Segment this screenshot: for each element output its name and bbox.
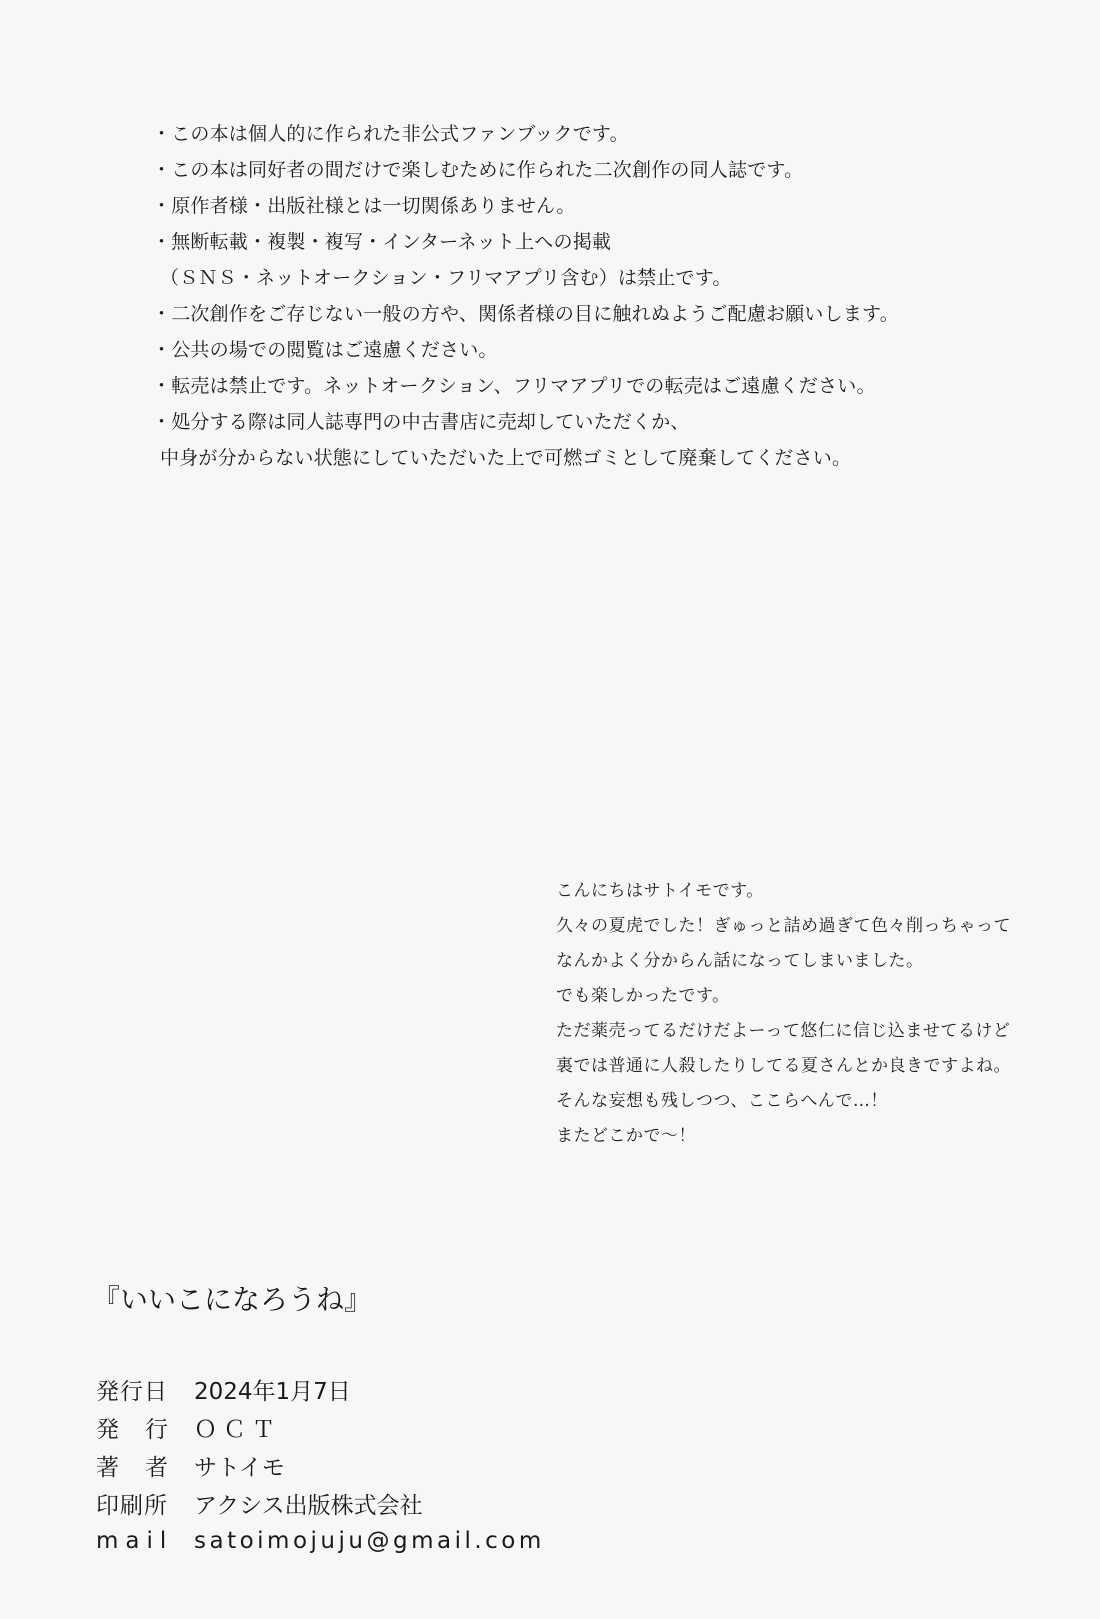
colophon-author-row xyxy=(96,1446,696,1484)
notice-line: ・この本は同好者の間だけで楽しむために作られた二次創作の同人誌です。 xyxy=(152,159,804,181)
afterword-line: こんにちはサトイモです。 xyxy=(556,881,764,901)
author-label: 著者 xyxy=(96,1454,194,1481)
publisher-value: ＯＣＴ xyxy=(194,1416,281,1443)
printer-label: 印刷所 xyxy=(96,1492,168,1519)
author-value: サトイモ xyxy=(194,1454,285,1481)
afterword-line: またどこかで～！ xyxy=(556,1126,696,1146)
afterword-line: でも楽しかったです。 xyxy=(556,986,730,1006)
afterword-line: ただ薬売ってるだけだよーって悠仁に信じ込ませてるけど xyxy=(556,1021,1011,1041)
notice-line: ・無断転載・複製・複写・インターネット上への掲載 xyxy=(152,231,612,253)
colophon-publisher-row xyxy=(96,1408,696,1446)
notice-line: ・公共の場での閲覧はご遠慮ください。 xyxy=(152,339,498,361)
notice-line: ・転売は禁止です。ネットオークション、フリマアプリでの転売はご遠慮ください。 xyxy=(152,375,876,397)
colophon-date-row xyxy=(96,1370,696,1408)
notice-list xyxy=(152,116,1012,476)
notice-line: ・原作者様・出版社様とは一切関係ありません。 xyxy=(152,195,576,217)
afterword-line: 裏では普通に人殺したりしてる夏さんとか良きですよね。 xyxy=(556,1056,1011,1076)
afterword-line: なんかよく分からん話になってしまいました。 xyxy=(556,951,924,971)
colophon xyxy=(96,1370,696,1560)
colophon-mail-row xyxy=(96,1522,696,1560)
date-value: 2024年1月7日 xyxy=(194,1378,351,1405)
afterword-line: 久々の夏虎でした！ぎゅっと詰め過ぎて色々削っちゃって xyxy=(556,916,1011,936)
afterword-line: そんな妄想も残しつつ、ここらへんで…！ xyxy=(556,1091,888,1111)
colophon-printer-row xyxy=(96,1484,696,1522)
notice-line: ・この本は個人的に作られた非公式ファンブックです。 xyxy=(152,123,629,145)
notice-line: 中身が分からない状態にしていただいた上で可燃ゴミとして廃棄してください。 xyxy=(160,447,852,469)
notice-line: ・二次創作をご存じない一般の方や、関係者様の目に触れぬようご配慮お願いします。 xyxy=(152,303,899,325)
notice-line: （ＳＮＳ・ネットオークション・フリマアプリ含む）は禁止です。 xyxy=(160,267,732,289)
afterword xyxy=(556,874,1076,1154)
date-label: 発行日 xyxy=(96,1378,168,1405)
notice-line: ・処分する際は同人誌専門の中古書店に売却していただくか、 xyxy=(152,411,690,433)
mail-value: satoimojuju@gmail.com xyxy=(194,1528,545,1554)
mail-label: mail xyxy=(96,1528,174,1554)
book-title: 『いいこになろうね』 xyxy=(92,1283,373,1316)
publisher-label: 発行 xyxy=(96,1416,194,1443)
printer-value: アクシス出版株式会社 xyxy=(194,1492,423,1519)
